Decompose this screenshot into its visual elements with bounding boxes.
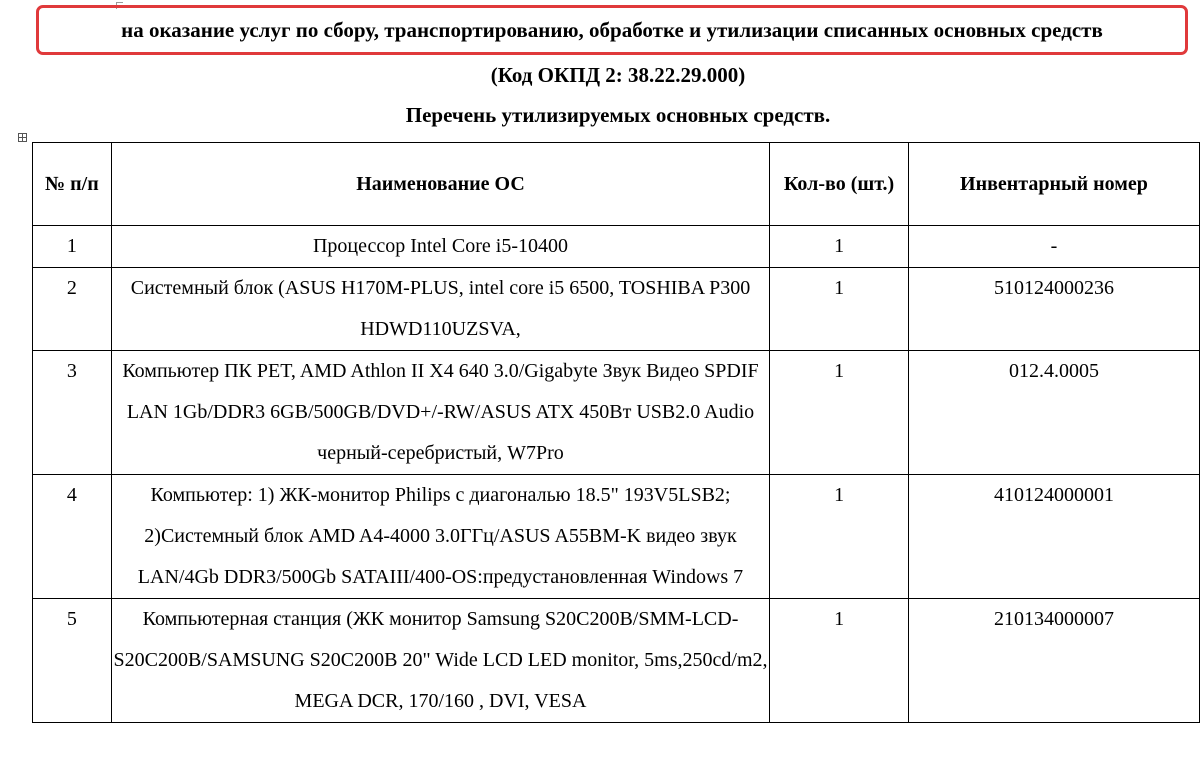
row-qty: 1 [770, 268, 909, 351]
okpd-code-line: (Код ОКПД 2: 38.22.29.000) [490, 63, 746, 87]
row-name: Компьютерная станция (ЖК монитор Samsung S20C200B/SMM-LCD-S20C200B/SAMSUNG S20C200B 20" Wide LCD LED monitor, 5ms,250cd/m2, MEGA DCR, 170/160 , DVI, VESA [111, 599, 769, 723]
row-name: Компьютер: 1) ЖК-монитор Philips с диагональю 18.5" 193V5LSB2; 2)Системный блок AMD A4-4000 3.0ГГц/ASUS A55BM-K видео звук LAN/4Gb DDR3/500Gb SATAIII/400-OS:предустановленная Windows 7 [111, 475, 769, 599]
row-name: Процессор Intel Core i5-10400 [111, 226, 769, 268]
row-name: Системный блок (ASUS H170M-PLUS, intel core i5 6500, TOSHIBA P300 HDWD110UZSVA, [111, 268, 769, 351]
table-row [33, 268, 1200, 351]
table-header-row [33, 143, 1200, 226]
row-num: 1 [33, 226, 112, 268]
row-num: 2 [33, 268, 112, 351]
row-qty: 1 [770, 599, 909, 723]
table-move-handle-icon[interactable] [18, 133, 27, 142]
table-row [33, 226, 1200, 268]
assets-table [32, 142, 1200, 723]
row-num: 3 [33, 351, 112, 475]
list-title: Перечень утилизируемых основных средств. [405, 103, 831, 127]
header-qty: Кол-во (шт.) [770, 143, 909, 226]
row-qty: 1 [770, 351, 909, 475]
row-qty: 1 [770, 226, 909, 268]
document-heading-text: на оказание услуг по сбору, транспортированию, обработке и утилизации списанных основных средств [121, 17, 1103, 42]
row-num: 4 [33, 475, 112, 599]
table-row [33, 351, 1200, 475]
row-qty: 1 [770, 475, 909, 599]
document-heading [36, 5, 1188, 55]
row-num: 5 [33, 599, 112, 723]
row-inventory: 012.4.0005 [908, 351, 1199, 475]
table-row [33, 599, 1200, 723]
row-inventory: 410124000001 [908, 475, 1199, 599]
row-name: Компьютер ПК PET, AMD Athlon II X4 640 3.0/Gigabyte Звук Видео SPDIF LAN 1Gb/DDR3 6GB/500GB/DVD+/-RW/ASUS ATX 450Вт USB2.0 Audio черный-серебристый, W7Pro [111, 351, 769, 475]
row-inventory: 210134000007 [908, 599, 1199, 723]
header-name: Наименование ОС [111, 143, 769, 226]
header-inventory: Инвентарный номер [908, 143, 1199, 226]
row-inventory: 510124000236 [908, 268, 1199, 351]
row-inventory: - [908, 226, 1199, 268]
header-num: № п/п [33, 143, 112, 226]
table-row [33, 475, 1200, 599]
